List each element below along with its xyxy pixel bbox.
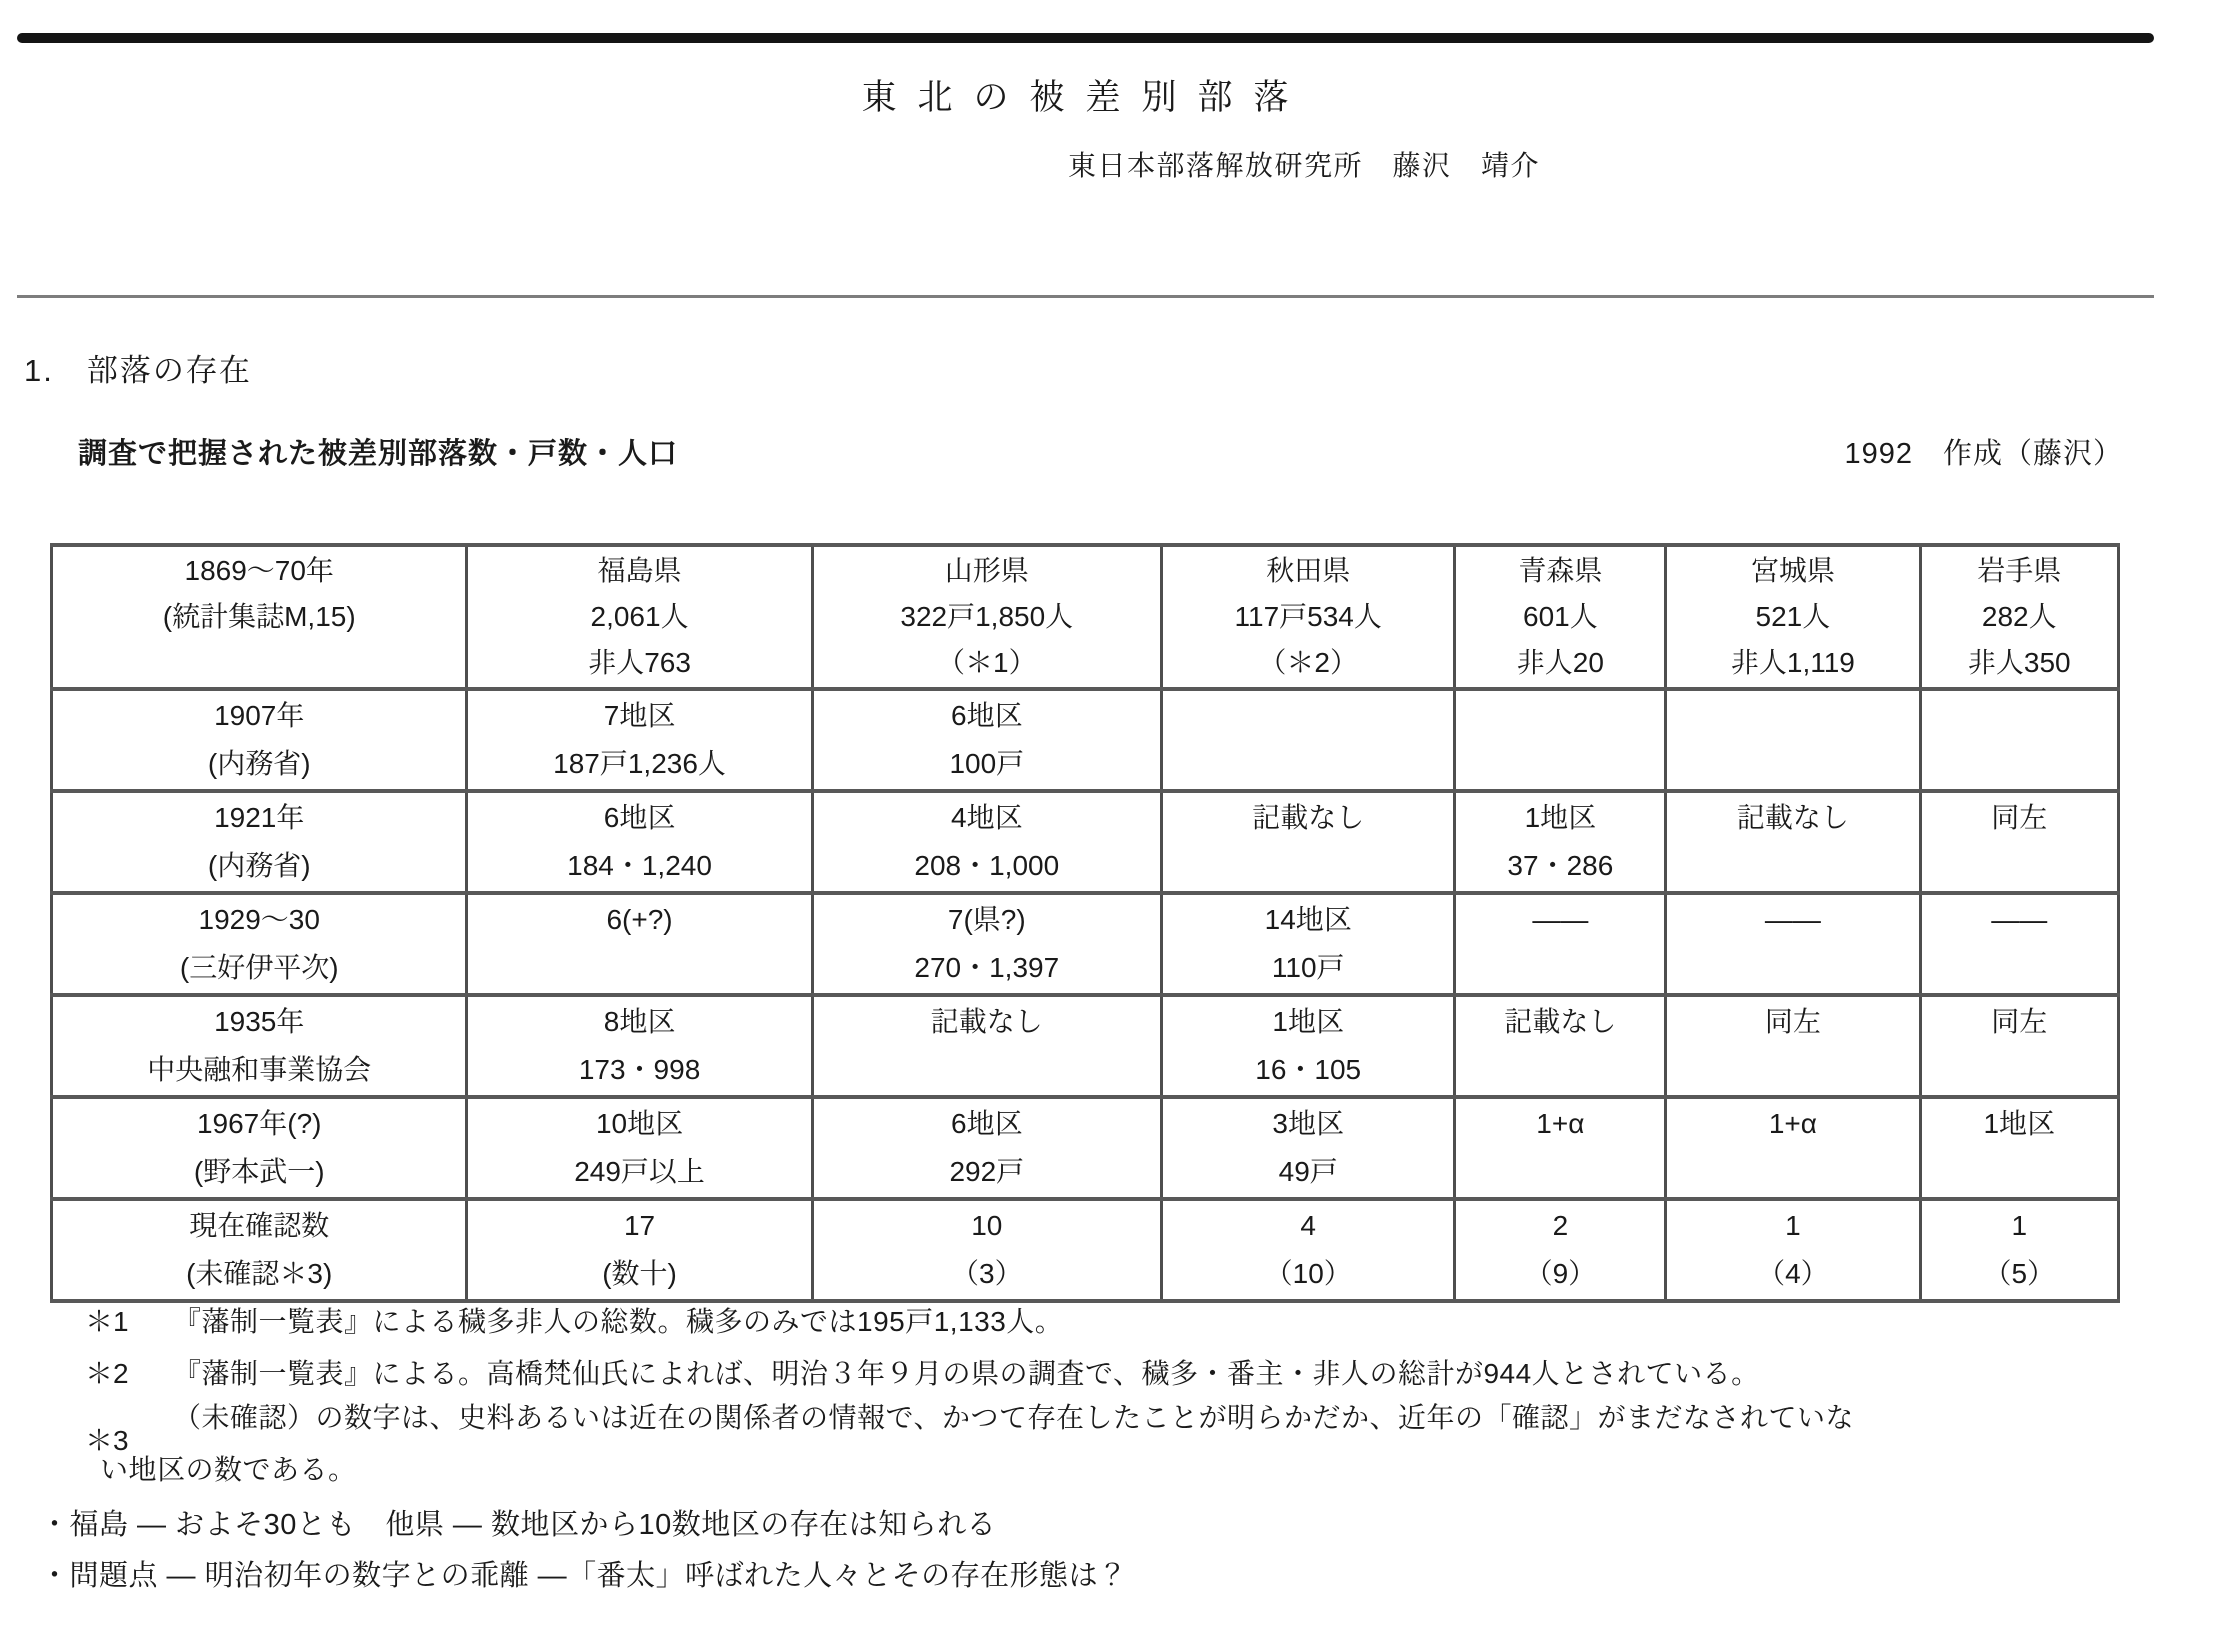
note-bullet-issues: ・問題点 ― 明治初年の数字との乖離 ―「番太」呼ばれた人々とその存在形態は？ bbox=[40, 1560, 1128, 1592]
footnote-3-marker: ＊3 bbox=[85, 1425, 129, 1456]
cell-line: 7(県?) bbox=[947, 904, 1026, 935]
cell-line: 117戸534人 bbox=[1234, 601, 1382, 632]
table-cell bbox=[1161, 545, 1455, 689]
table-cell bbox=[1666, 1199, 1920, 1301]
footnote-2-text: 『藩制一覧表』による。高橋梵仙氏によれば、明治３年９月の県の調査で、穢多・番主・非人の総計が944人とされている。 bbox=[173, 1358, 1760, 1389]
row-label-cell bbox=[52, 689, 467, 791]
table-cell bbox=[1666, 1097, 1920, 1199]
cell-line: 270・1,397 bbox=[914, 952, 1060, 983]
table-cell bbox=[812, 893, 1161, 995]
cell-line: 1 bbox=[2011, 1210, 2028, 1241]
table-cell bbox=[1666, 545, 1920, 689]
table-cell bbox=[1161, 1097, 1455, 1199]
table-cell bbox=[1161, 995, 1455, 1097]
table-cell bbox=[812, 1199, 1161, 1301]
table-cell bbox=[1920, 1097, 2118, 1199]
cell-line: 6(+?) bbox=[606, 904, 673, 935]
row-label-cell bbox=[52, 545, 467, 689]
row-label-cell bbox=[52, 1097, 467, 1199]
table-title: 調査で把握された被差別部落数・戸数・人口 bbox=[78, 438, 679, 470]
cell-line: 記載なし bbox=[1504, 1006, 1617, 1037]
cell-line: (未確認＊3) bbox=[186, 1258, 333, 1289]
cell-line: 17 bbox=[623, 1210, 656, 1241]
table-row bbox=[52, 1199, 2119, 1301]
cell-line: 1869〜70年 bbox=[184, 555, 334, 586]
cell-line: 14地区 bbox=[1264, 904, 1352, 935]
cell-line: 2 bbox=[1552, 1210, 1569, 1241]
table-cell bbox=[467, 545, 812, 689]
table-cell bbox=[812, 545, 1161, 689]
cell-line: 3地区 bbox=[1272, 1108, 1344, 1139]
cell-line: （5） bbox=[1983, 1258, 2056, 1289]
note-bullet-fukushima: ・福島 ― およそ30とも 他県 ― 数地区から10数地区の存在は知られる bbox=[40, 1509, 997, 1541]
cell-line: （10） bbox=[1264, 1258, 1352, 1289]
document-title: 東北の被差別部落 bbox=[861, 78, 1310, 117]
table-cell bbox=[812, 689, 1161, 791]
cell-line: 2,061人 bbox=[590, 601, 689, 632]
top-rule bbox=[17, 33, 2154, 43]
cell-line: 6地区 bbox=[603, 802, 676, 833]
cell-line: (三好伊平次) bbox=[179, 952, 339, 983]
cell-line: （＊1） bbox=[937, 647, 1037, 678]
cell-line: 同左 bbox=[1991, 802, 2048, 833]
cell-line: 10 bbox=[971, 1210, 1003, 1241]
cell-line: ―― bbox=[1532, 904, 1589, 935]
author-line: 東日本部落解放研究所 藤沢 靖介 bbox=[1068, 150, 1541, 181]
cell-line: 187戸1,236人 bbox=[553, 748, 726, 779]
cell-line: 37・286 bbox=[1507, 850, 1614, 881]
table-cell bbox=[1666, 791, 1920, 893]
cell-line: 184・1,240 bbox=[567, 850, 712, 881]
table-cell bbox=[1920, 1199, 2118, 1301]
table-cell bbox=[1455, 1199, 1666, 1301]
cell-line: 現在確認数 bbox=[189, 1210, 330, 1241]
table-cell bbox=[1920, 791, 2118, 893]
cell-line: 1967年(?) bbox=[196, 1108, 322, 1139]
table-cell bbox=[1161, 1199, 1455, 1301]
cell-line: 青森県 bbox=[1518, 555, 1603, 586]
cell-line: 7地区 bbox=[603, 700, 676, 731]
cell-line: 1935年 bbox=[214, 1006, 305, 1037]
table-row bbox=[52, 791, 2119, 893]
cell-line: 4地区 bbox=[951, 802, 1023, 833]
cell-line: 8地区 bbox=[603, 1006, 676, 1037]
table-caption-row bbox=[78, 431, 2123, 472]
survey-table bbox=[50, 543, 2120, 1303]
table-cell bbox=[1161, 689, 1455, 791]
cell-line: 1+α bbox=[1536, 1108, 1585, 1139]
table-cell bbox=[1455, 545, 1666, 689]
cell-line: 非人1,119 bbox=[1730, 647, 1855, 678]
cell-line: （＊2） bbox=[1258, 647, 1358, 678]
survey-table-body bbox=[52, 545, 2119, 1301]
table-cell bbox=[1455, 893, 1666, 995]
row-label-cell bbox=[52, 893, 467, 995]
cell-line: 521人 bbox=[1755, 601, 1831, 632]
table-cell bbox=[1161, 791, 1455, 893]
cell-line: 福島県 bbox=[597, 555, 682, 586]
cell-line: ―― bbox=[1991, 904, 2048, 935]
table-cell bbox=[1161, 893, 1455, 995]
cell-line: 非人763 bbox=[588, 647, 691, 678]
cell-line: 記載なし bbox=[1252, 802, 1365, 833]
cell-line: 110戸 bbox=[1271, 952, 1345, 983]
cell-line: 1929〜30 bbox=[198, 904, 320, 935]
cell-line: 10地区 bbox=[595, 1108, 684, 1139]
table-cell bbox=[467, 791, 812, 893]
footnote-3-line1: （未確認）の数字は、史料あるいは近在の関係者の情報で、かつて存在したことが明らかだか、近年の「確認」がまだなされていな bbox=[173, 1402, 1854, 1433]
table-cell bbox=[1920, 545, 2118, 689]
table-cell bbox=[812, 1097, 1161, 1199]
table-row bbox=[52, 893, 2119, 995]
cell-line: 4 bbox=[1300, 1210, 1316, 1241]
footnote-3-line2: い地区の数である。 bbox=[100, 1454, 357, 1485]
cell-line: 非人20 bbox=[1516, 647, 1604, 678]
cell-line: 173・998 bbox=[578, 1054, 701, 1085]
cell-line: 6地区 bbox=[951, 1108, 1023, 1139]
table-cell bbox=[1920, 995, 2118, 1097]
cell-line: 1地区 bbox=[1524, 802, 1597, 833]
cell-line: 6地区 bbox=[951, 700, 1023, 731]
table-cell bbox=[1920, 689, 2118, 791]
cell-line: 中央融和事業協会 bbox=[147, 1054, 372, 1085]
cell-line: (統計集誌M,15) bbox=[162, 601, 356, 632]
footnote-2-marker: ＊2 bbox=[85, 1358, 129, 1389]
cell-line: 100戸 bbox=[949, 748, 1025, 779]
cell-line: 1 bbox=[1785, 1210, 1801, 1241]
table-cell bbox=[812, 791, 1161, 893]
row-label-cell bbox=[52, 995, 467, 1097]
table-cell bbox=[1455, 791, 1666, 893]
cell-line: （4） bbox=[1757, 1258, 1829, 1289]
cell-line: 1地区 bbox=[1272, 1006, 1344, 1037]
table-cell bbox=[1666, 689, 1920, 791]
table-row bbox=[52, 1097, 2119, 1199]
cell-line: 同左 bbox=[1764, 1006, 1821, 1037]
cell-line: 601人 bbox=[1523, 601, 1598, 632]
table-cell bbox=[467, 893, 812, 995]
table-cell bbox=[1920, 893, 2118, 995]
cell-line: 208・1,000 bbox=[914, 850, 1060, 881]
cell-line: （9） bbox=[1524, 1258, 1597, 1289]
cell-line: 282人 bbox=[1981, 601, 2057, 632]
cell-line: 49戸 bbox=[1278, 1156, 1338, 1187]
footnote-1-text: 『藩制一覧表』による穢多非人の総数。穢多のみでは195戸1,133人。 bbox=[173, 1306, 1064, 1337]
horizontal-rule bbox=[17, 295, 2154, 298]
table-cell bbox=[1455, 1097, 1666, 1199]
section-heading: 1. 部落の存在 bbox=[24, 353, 252, 388]
cell-line: 292戸 bbox=[949, 1156, 1025, 1187]
cell-line: (野本武一) bbox=[193, 1156, 325, 1187]
cell-line: 249戸以上 bbox=[574, 1156, 705, 1187]
cell-line: 1地区 bbox=[1983, 1108, 2056, 1139]
cell-line: 山形県 bbox=[944, 555, 1029, 586]
cell-line: 岩手県 bbox=[1977, 555, 2062, 586]
cell-line: 同左 bbox=[1991, 1006, 2048, 1037]
table-row bbox=[52, 689, 2119, 791]
row-label-cell bbox=[52, 791, 467, 893]
table-credit: 1992 作成（藤沢） bbox=[1844, 438, 2123, 470]
table-row bbox=[52, 545, 2119, 689]
row-label-cell bbox=[52, 1199, 467, 1301]
cell-line: 記載なし bbox=[930, 1006, 1043, 1037]
cell-line: 非人350 bbox=[1967, 647, 2071, 678]
table-cell bbox=[1666, 995, 1920, 1097]
cell-line: 秋田県 bbox=[1266, 555, 1351, 586]
table-cell bbox=[467, 995, 812, 1097]
cell-line: 16・105 bbox=[1255, 1054, 1362, 1085]
cell-line: 1921年 bbox=[214, 802, 305, 833]
cell-line: (内務省) bbox=[207, 748, 311, 779]
footnote-1-marker: ＊1 bbox=[85, 1306, 129, 1337]
cell-line: 記載なし bbox=[1736, 802, 1849, 833]
table-row bbox=[52, 995, 2119, 1097]
table-cell bbox=[467, 1199, 812, 1301]
table-cell bbox=[1666, 893, 1920, 995]
cell-line: 宮城県 bbox=[1750, 555, 1835, 586]
table-cell bbox=[467, 689, 812, 791]
cell-line: （3） bbox=[951, 1258, 1023, 1289]
cell-line: (内務省) bbox=[207, 850, 311, 881]
cell-line: (数十) bbox=[602, 1258, 677, 1289]
table-cell bbox=[812, 995, 1161, 1097]
table-cell bbox=[467, 1097, 812, 1199]
table-cell bbox=[1455, 689, 1666, 791]
table-cell bbox=[1455, 995, 1666, 1097]
cell-line: 1+α bbox=[1768, 1108, 1817, 1139]
cell-line: 1907年 bbox=[214, 700, 305, 731]
cell-line: 322戸1,850人 bbox=[900, 601, 1074, 632]
cell-line: ―― bbox=[1764, 904, 1821, 935]
